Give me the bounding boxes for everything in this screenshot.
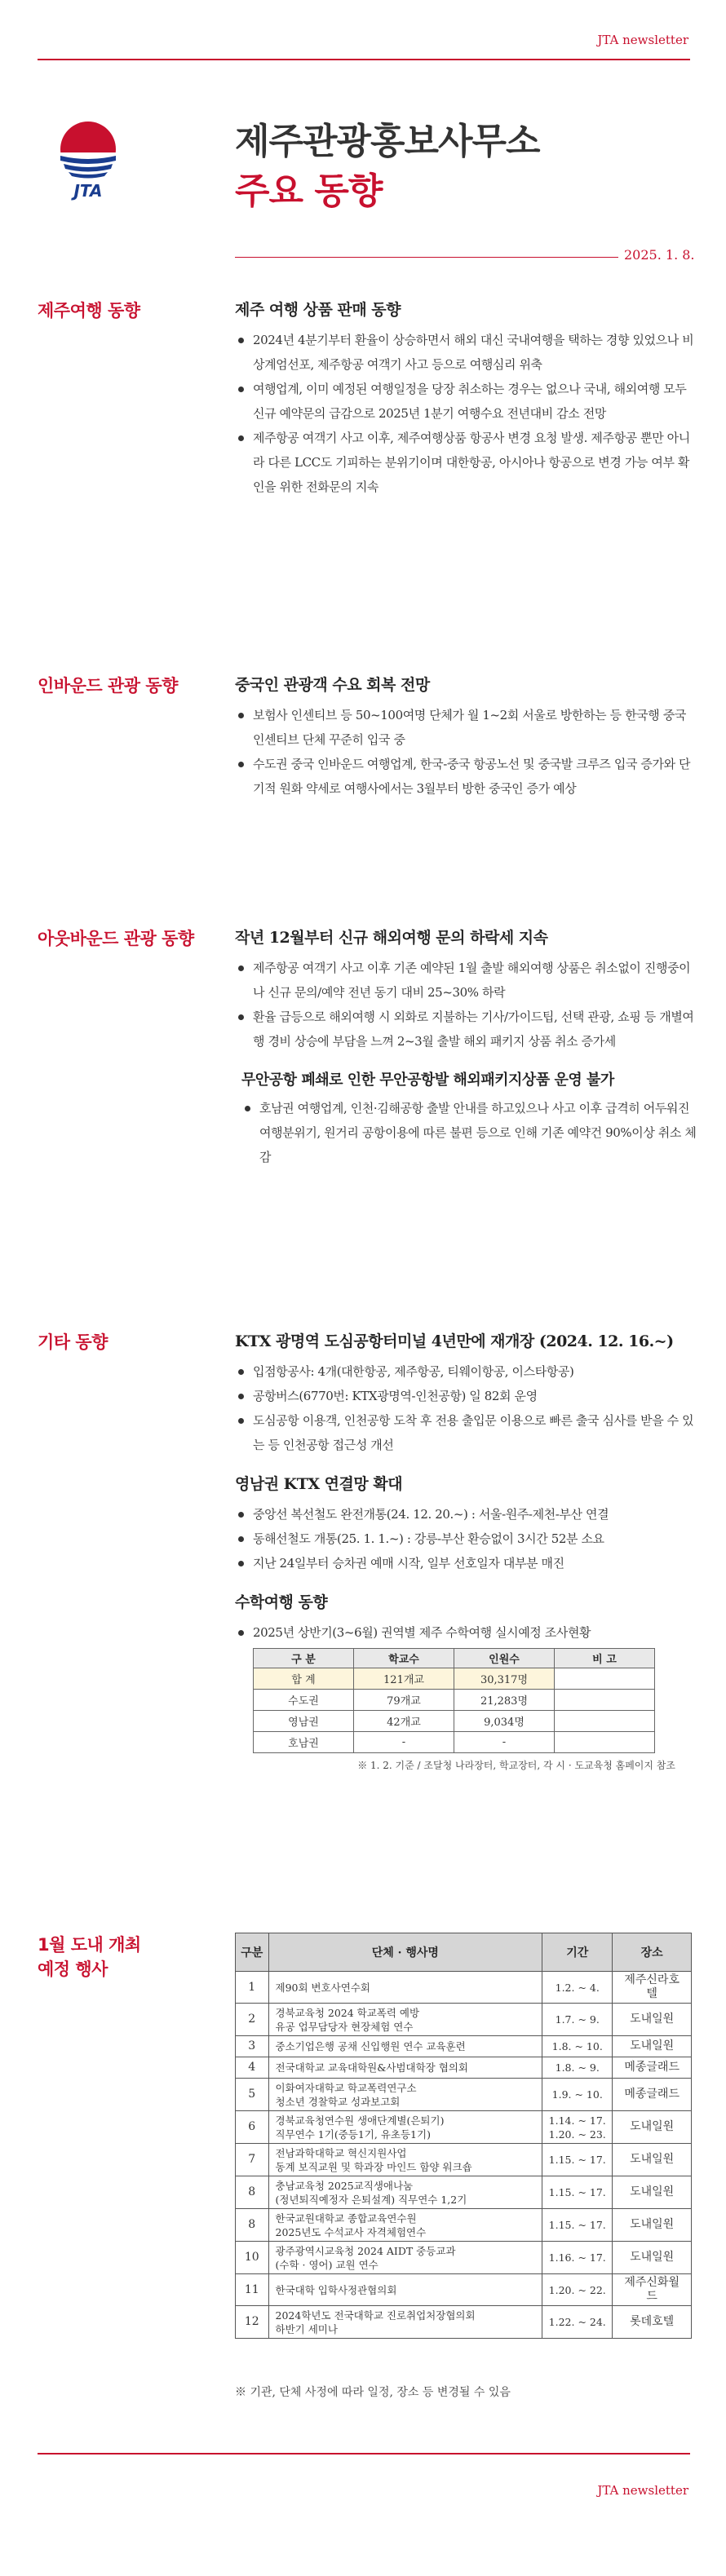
event-period-cell: 1.8. ~ 9. bbox=[542, 2057, 613, 2079]
event-place-cell: 제주신라호텔 bbox=[613, 1972, 692, 2004]
top-divider bbox=[38, 59, 690, 60]
table-cell: 수도권 bbox=[254, 1690, 354, 1711]
bullet-list bbox=[235, 1502, 700, 1575]
events-table-body bbox=[236, 1972, 692, 2339]
table-row bbox=[236, 2306, 692, 2339]
events-note: ※ 기관, 단체 사정에 따라 일정, 장소 등 변경될 수 있음 bbox=[235, 2386, 511, 2399]
bullet-icon bbox=[238, 762, 244, 767]
event-number-cell: 12 bbox=[236, 2306, 269, 2339]
bullet-icon bbox=[238, 965, 244, 971]
table-cell: 합 계 bbox=[254, 1668, 354, 1690]
event-number-cell: 4 bbox=[236, 2057, 269, 2079]
table-cell: 21,283명 bbox=[454, 1690, 555, 1711]
event-place-cell: 롯데호텔 bbox=[613, 2306, 692, 2339]
table-cell: 9,034명 bbox=[454, 1711, 555, 1732]
issue-date: 2025. 1. 8. bbox=[624, 247, 695, 263]
list-item: 호남권 여행업계, 인천·김해공항 출발 안내를 하고있으나 사고 이후 급격히 어두워진 여행분위기, 원거리 공항이용에 따른 불편 등으로 인해 기존 예약건 90%이상 취소 체감 bbox=[241, 1096, 700, 1169]
bullet-icon bbox=[238, 338, 244, 343]
event-place-cell: 도내일원 bbox=[613, 2004, 692, 2036]
event-period-cell: 1.16. ~ 17. bbox=[542, 2242, 613, 2274]
bottom-divider bbox=[38, 2453, 690, 2454]
table-header: 비 고 bbox=[555, 1649, 655, 1668]
table-row bbox=[236, 1972, 692, 2004]
event-place-cell: 도내일원 bbox=[613, 2144, 692, 2176]
event-place-cell: 도내일원 bbox=[613, 2111, 692, 2144]
bullet-list bbox=[235, 956, 700, 1054]
event-number-cell: 10 bbox=[236, 2242, 269, 2274]
bullet-icon bbox=[238, 1014, 244, 1020]
table-row bbox=[236, 2144, 692, 2176]
event-name-cell: 경북교육청 2024 학교폭력 예방 유공 업무담당자 현장체험 연수 bbox=[268, 2004, 542, 2036]
bullet-list bbox=[235, 328, 700, 499]
event-name-cell: 한국대학 입학사정관협의회 bbox=[268, 2274, 542, 2306]
table-row bbox=[236, 2242, 692, 2274]
event-period-cell: 1.8. ~ 10. bbox=[542, 2036, 613, 2057]
table-row bbox=[236, 2079, 692, 2111]
table-row bbox=[254, 1732, 655, 1753]
event-place-cell: 메종글래드 bbox=[613, 2079, 692, 2111]
event-place-cell: 제주신화월드 bbox=[613, 2274, 692, 2306]
list-item: 여행업계, 이미 예정된 여행일정을 당장 취소하는 경우는 없으나 국내, 해외여행 모두 신규 예약문의 급감으로 2025년 1분기 여행수요 전년대비 감소 전망 bbox=[235, 377, 700, 426]
table-cell bbox=[555, 1668, 655, 1690]
table-note: ※ 1. 2. 기준 / 조달청 나라장터, 학교장터, 각 시 · 도교육청 홈페이지 참조 bbox=[357, 1760, 675, 1771]
event-name-cell: 전남과학대학교 혁신지원사업 동계 보직교원 및 학과장 마인드 함양 워크숍 bbox=[268, 2144, 542, 2176]
list-item: 중앙선 복선철도 완전개통(24. 12. 20.~) : 서울-원주-제천-부산 연결 bbox=[235, 1502, 700, 1527]
table-header-row bbox=[236, 1933, 692, 1972]
table-header: 학교수 bbox=[354, 1649, 454, 1668]
bullet-list bbox=[241, 1096, 700, 1169]
list-item: 공항버스(6770번: KTX광명역-인천공항) 일 82회 운영 bbox=[235, 1384, 700, 1408]
list-item: 수도권 중국 인바운드 여행업계, 한국-중국 항공노선 및 중국발 크루즈 입국 증가와 단기적 원화 약세로 여행사에서는 3월부터 방한 중국인 증가 예상 bbox=[235, 752, 700, 801]
event-name-cell: 경북교육청연수원 생애단계별(은퇴기) 직무연수 1기(중등1기, 유초등1기) bbox=[268, 2111, 542, 2144]
event-number-cell: 8 bbox=[236, 2209, 269, 2242]
section-label-outbound: 아웃바운드 관광 동향 bbox=[38, 929, 194, 948]
event-name-cell: 제90회 변호사연수회 bbox=[268, 1972, 542, 2004]
table-cell: 42개교 bbox=[354, 1711, 454, 1732]
bullet-list bbox=[235, 703, 700, 801]
event-period-cell: 1.15. ~ 17. bbox=[542, 2176, 613, 2209]
event-period-cell: 1.15. ~ 17. bbox=[542, 2209, 613, 2242]
bullet-list bbox=[235, 1359, 700, 1457]
section-label-line: 예정 행사 bbox=[38, 1960, 108, 1979]
bullet-icon bbox=[238, 1630, 244, 1636]
list-item: 2024년 4분기부터 환율이 상승하면서 해외 대신 국내여행을 택하는 경향 있었으나 비상계엄선포, 제주항공 여객기 사고 등으로 여행심리 위축 bbox=[235, 328, 700, 377]
section-label-inbound: 인바운드 관광 동향 bbox=[38, 676, 178, 696]
bullet-icon bbox=[245, 1106, 250, 1111]
section-heading: KTX 광명역 도심공항터미널 4년만에 재개장 (2024. 12. 16.~) bbox=[235, 1332, 674, 1350]
table-header: 장소 bbox=[613, 1933, 692, 1972]
table-cell: - bbox=[354, 1732, 454, 1753]
bullet-icon bbox=[238, 1394, 244, 1399]
list-item: 지난 24일부터 승차권 예매 시작, 일부 선호일자 대부분 매진 bbox=[235, 1551, 700, 1575]
page-subtitle: 주요 동향 bbox=[235, 170, 383, 212]
list-item: 제주항공 여객기 사고 이후 기존 예약된 1월 출발 해외여행 상품은 취소없이 진행중이나 신규 문의/예약 전년 동기 대비 25~30% 하락 bbox=[235, 956, 700, 1005]
section-label-events bbox=[38, 1933, 141, 1982]
table-row bbox=[236, 2209, 692, 2242]
bullet-icon bbox=[238, 1561, 244, 1566]
table-header: 인원수 bbox=[454, 1649, 555, 1668]
event-period-cell: 1.15. ~ 17. bbox=[542, 2144, 613, 2176]
event-number-cell: 7 bbox=[236, 2144, 269, 2176]
event-number-cell: 6 bbox=[236, 2111, 269, 2144]
section-heading: 중국인 관광객 수요 회복 전망 bbox=[235, 676, 430, 694]
event-period-cell: 1.22. ~ 24. bbox=[542, 2306, 613, 2339]
section-heading: 제주 여행 상품 판매 동향 bbox=[235, 301, 401, 319]
section-outbound bbox=[235, 926, 700, 1169]
event-number-cell: 8 bbox=[236, 2176, 269, 2209]
events-table bbox=[235, 1933, 692, 2339]
school-trip-table bbox=[253, 1648, 655, 1753]
table-cell: 30,317명 bbox=[454, 1668, 555, 1690]
list-item: 보험사 인센티브 등 50~100여명 단체가 월 1~2회 서울로 방한하는 등 한국행 중국 인센티브 단체 꾸준히 입국 중 bbox=[235, 703, 700, 752]
section-heading: 작년 12월부터 신규 해외여행 문의 하락세 지속 bbox=[235, 929, 548, 947]
table-row bbox=[254, 1711, 655, 1732]
event-number-cell: 2 bbox=[236, 2004, 269, 2036]
bullet-icon bbox=[238, 435, 244, 441]
event-number-cell: 5 bbox=[236, 2079, 269, 2111]
table-cell: 79개교 bbox=[354, 1690, 454, 1711]
list-item: 입점항공사: 4개(대한항공, 제주항공, 티웨이항공, 이스타항공) bbox=[235, 1359, 700, 1384]
list-item: 2025년 상반기(3~6월) 권역별 제주 수학여행 실시예정 조사현황 bbox=[235, 1620, 700, 1645]
section-label-domestic: 제주여행 동향 bbox=[38, 301, 140, 320]
table-row bbox=[236, 2004, 692, 2036]
table-row bbox=[236, 2111, 692, 2144]
event-name-cell: 중소기업은행 공채 신입행원 연수 교육훈련 bbox=[268, 2036, 542, 2057]
table-row bbox=[236, 2274, 692, 2306]
section-subheading: 무안공항 폐쇄로 인한 무안공항발 해외패키지상품 운영 불가 bbox=[241, 1071, 614, 1089]
jta-logo bbox=[54, 120, 122, 201]
event-number-cell: 3 bbox=[236, 2036, 269, 2057]
table-row bbox=[236, 2036, 692, 2057]
table-cell: 영남권 bbox=[254, 1711, 354, 1732]
event-place-cell: 메종글래드 bbox=[613, 2057, 692, 2079]
event-period-cell: 1.2. ~ 4. bbox=[542, 1972, 613, 2004]
table-cell bbox=[555, 1732, 655, 1753]
table-cell: - bbox=[454, 1732, 555, 1753]
bullet-list bbox=[235, 1620, 700, 1645]
event-number-cell: 11 bbox=[236, 2274, 269, 2306]
section-heading-2: 영남권 KTX 연결망 확대 bbox=[235, 1475, 403, 1493]
section-label-line: 1월 도내 개최 bbox=[38, 1935, 141, 1955]
page-title: 제주관광홍보사무소 bbox=[235, 121, 540, 162]
event-place-cell: 도내일원 bbox=[613, 2036, 692, 2057]
newsletter-label-top: JTA newsletter bbox=[597, 33, 688, 47]
table-row bbox=[236, 2176, 692, 2209]
event-name-cell: 광주광역시교육청 2024 AIDT 중등교과 (수학 · 영어) 교원 연수 bbox=[268, 2242, 542, 2274]
table-row bbox=[236, 2057, 692, 2079]
list-item: 도심공항 이용객, 인천공항 도착 후 전용 출입문 이용으로 빠른 출국 심사를 받을 수 있는 등 인천공항 접근성 개선 bbox=[235, 1408, 700, 1457]
bullet-icon bbox=[238, 1369, 244, 1375]
table-header: 구 분 bbox=[254, 1649, 354, 1668]
table-header-row bbox=[254, 1649, 655, 1668]
event-name-cell: 전국대학교 교육대학원&사범대학장 협의회 bbox=[268, 2057, 542, 2079]
event-period-cell: 1.7. ~ 9. bbox=[542, 2004, 613, 2036]
event-name-cell: 한국교원대학교 종합교육연수원 2025년도 수석교사 자격체험연수 bbox=[268, 2209, 542, 2242]
table-header: 구분 bbox=[236, 1933, 269, 1972]
event-name-cell: 이화여자대학교 학교폭력연구소 청소년 경찰학교 성과보고회 bbox=[268, 2079, 542, 2111]
section-inbound bbox=[235, 673, 700, 801]
event-name-cell: 2024학년도 전국대학교 진로취업처장협의회 하반기 세미나 bbox=[268, 2306, 542, 2339]
event-number-cell: 1 bbox=[236, 1972, 269, 2004]
table-row bbox=[254, 1690, 655, 1711]
logo-text: JTA bbox=[73, 181, 103, 201]
list-item: 환율 급등으로 해외여행 시 외화로 지불하는 기사/가이드팁, 선택 관광, 쇼핑 등 개별여행 경비 상승에 부담을 느껴 2~3월 출발 해외 패키지 상품 취소 증가세 bbox=[235, 1005, 700, 1054]
event-period-cell: 1.20. ~ 22. bbox=[542, 2274, 613, 2306]
table-row bbox=[254, 1668, 655, 1690]
table-cell bbox=[555, 1690, 655, 1711]
event-place-cell: 도내일원 bbox=[613, 2242, 692, 2274]
event-period-cell: 1.14. ~ 17. 1.20. ~ 23. bbox=[542, 2111, 613, 2144]
section-others bbox=[235, 1329, 700, 1772]
list-item: 제주항공 여객기 사고 이후, 제주여행상품 항공사 변경 요청 발생. 제주항공 뿐만 아니라 다른 LCC도 기피하는 분위기이며 대한항공, 아시아나 항공으로 변경 가능 여부 확인을 위한 전화문의 지속 bbox=[235, 426, 700, 499]
bullet-icon bbox=[238, 1512, 244, 1518]
bullet-icon bbox=[238, 1536, 244, 1542]
bullet-icon bbox=[238, 387, 244, 392]
newsletter-label-bottom: JTA newsletter bbox=[597, 2483, 688, 2498]
event-place-cell: 도내일원 bbox=[613, 2176, 692, 2209]
table-header: 기간 bbox=[542, 1933, 613, 1972]
bullet-icon bbox=[238, 713, 244, 718]
table-cell bbox=[555, 1711, 655, 1732]
event-period-cell: 1.9. ~ 10. bbox=[542, 2079, 613, 2111]
bullet-icon bbox=[238, 1418, 244, 1424]
table-header: 단체 · 행사명 bbox=[268, 1933, 542, 1972]
event-place-cell: 도내일원 bbox=[613, 2209, 692, 2242]
section-heading-3: 수학여행 동향 bbox=[235, 1593, 328, 1611]
list-item: 동해선철도 개통(25. 1. 1.~) : 강릉-부산 환승없이 3시간 52분 소요 bbox=[235, 1527, 700, 1551]
table-cell: 호남권 bbox=[254, 1732, 354, 1753]
section-label-others: 기타 동향 bbox=[38, 1332, 108, 1352]
table-cell: 121개교 bbox=[354, 1668, 454, 1690]
section-domestic bbox=[235, 298, 700, 499]
date-divider bbox=[235, 257, 618, 258]
event-name-cell: 충남교육청 2025교직생애나눔 (정년퇴직예정자 은퇴설계) 직무연수 1,2기 bbox=[268, 2176, 542, 2209]
